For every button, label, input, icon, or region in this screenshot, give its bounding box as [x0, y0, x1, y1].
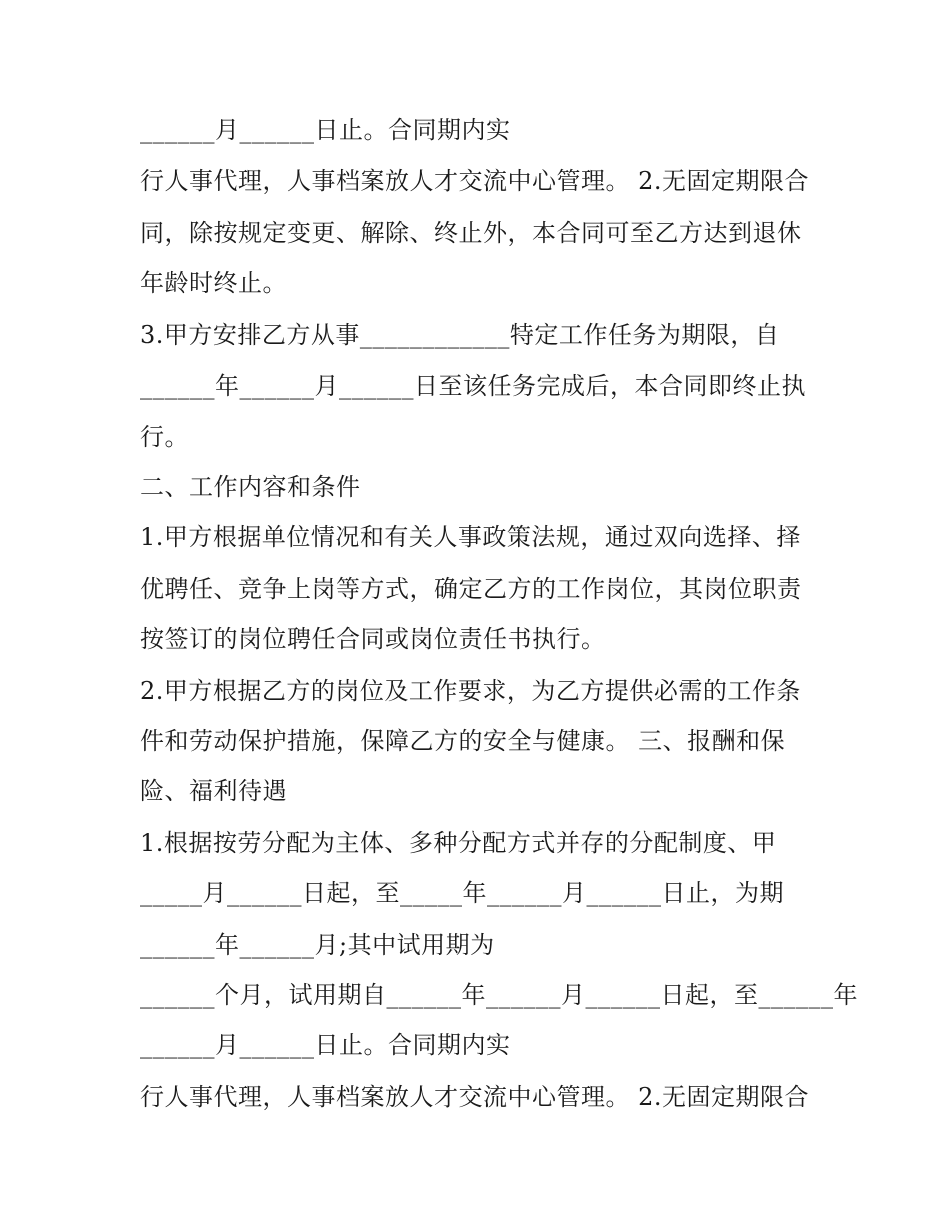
text-line: 同，除按规定变更、解除、终止外，本合同可至乙方达到退休: [140, 219, 802, 247]
text-line: 件和劳动保护措施，保障乙方的安全与健康。 三、报酬和保: [140, 727, 786, 755]
text-line: ______月______日止。合同期内实: [140, 1031, 511, 1059]
text-line: 行人事代理，人事档案放人才交流中心管理。 2.无固定期限合: [140, 1083, 810, 1111]
text-line: 行。: [140, 423, 189, 451]
section-heading: 二、工作内容和条件: [140, 473, 361, 501]
text-line: 行人事代理，人事档案放人才交流中心管理。 2.无固定期限合: [140, 167, 810, 195]
text-line: 年龄时终止。: [140, 269, 287, 297]
text-line: ______个月，试用期自______年______月______日起，至______年: [140, 981, 858, 1009]
text-line: 3.甲方安排乙方从事____________特定工作任务为期限，自: [140, 321, 780, 349]
text-line: 险、福利待遇: [140, 777, 287, 805]
text-line: ______月______日止。合同期内实: [140, 116, 511, 144]
text-line: 优聘任、竞争上岗等方式，确定乙方的工作岗位，其岗位职责: [140, 575, 802, 603]
text-line: 1.根据按劳分配为主体、多种分配方式并存的分配制度、甲: [140, 829, 777, 857]
text-line: 2.甲方根据乙方的岗位及工作要求，为乙方提供必需的工作条: [140, 677, 801, 705]
text-line: ______年______月______日至该任务完成后，本合同即终止执: [140, 372, 806, 400]
text-line: ______年______月;其中试用期为: [140, 931, 495, 959]
text-line: 1.甲方根据单位情况和有关人事政策法规，通过双向选择、择: [140, 523, 801, 551]
text-line: 按签订的岗位聘任合同或岗位责任书执行。: [140, 625, 606, 653]
text-line: _____月______日起，至_____年______月______日止，为期: [140, 879, 784, 907]
